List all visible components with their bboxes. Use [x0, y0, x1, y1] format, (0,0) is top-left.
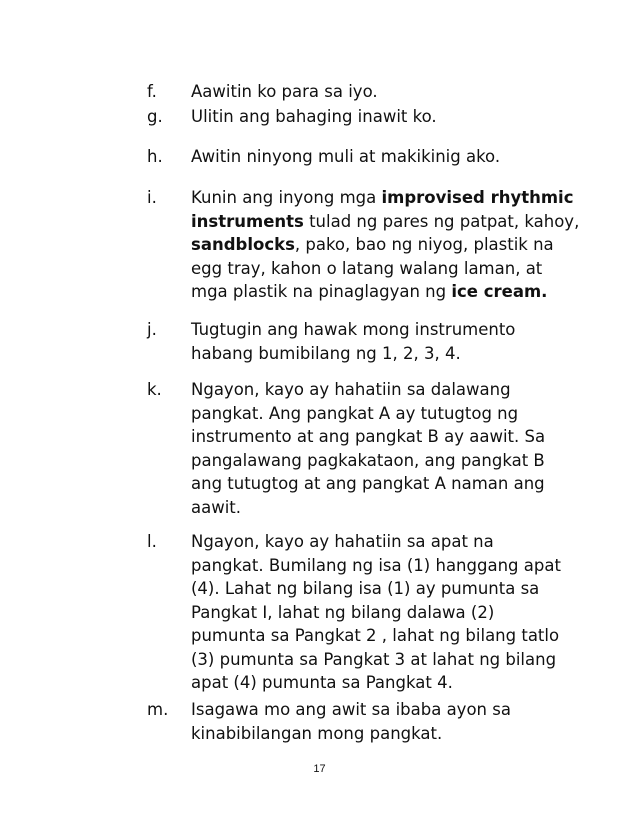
text-segment: Kunin ang inyong mga: [191, 188, 382, 207]
text-line: habang bumibilang ng 1, 2, 3, 4.: [191, 343, 461, 363]
item-text: [191, 318, 601, 365]
text-line: ang tutugtog at ang pangkat A naman ang: [191, 474, 545, 493]
item-letter: i.: [147, 188, 157, 207]
text-line: Awitin ninyong muli at makikinig ako.: [191, 147, 501, 166]
text-line: [191, 210, 601, 234]
text-line: instrumento at ang pangkat B ay aawit. Sa: [191, 427, 546, 446]
text-line: [191, 280, 601, 304]
text-line: Tugtugin ang hawak mong instrumento: [191, 320, 516, 339]
item-text: [191, 186, 601, 304]
item-text: [191, 145, 601, 169]
item-letter: h.: [147, 147, 163, 166]
item-letter: j.: [147, 320, 157, 339]
text-segment: , pako, bao ng niyog, plastik na: [294, 235, 554, 254]
text-line: (3) pumunta sa Pangkat 3 at lahat ng bilang: [191, 649, 557, 669]
text-line: egg tray, kahon o latang walang laman, at: [191, 258, 543, 278]
text-line: kinabibilangan mong pangkat.: [191, 723, 443, 743]
text-line: pangkat. Ang pangkat A ay tutugtog ng: [191, 403, 519, 423]
item-letter: l.: [147, 532, 157, 551]
text-line: Pangkat I, lahat ng bilang dalawa (2): [191, 602, 495, 622]
text-line: (4). Lahat ng bilang isa (1) ay pumunta sa: [191, 579, 540, 598]
item-text: [191, 530, 601, 695]
page-number: 17: [313, 763, 326, 775]
text-line: Ngayon, kayo ay hahatiin sa dalawang: [191, 380, 511, 399]
item-text: [191, 698, 601, 745]
bold-term: instruments: [191, 211, 304, 231]
item-text: [191, 378, 601, 519]
item-letter: m.: [147, 700, 169, 719]
item-text: [191, 105, 601, 129]
bold-term: improvised rhythmic: [381, 188, 574, 207]
text-line: [191, 233, 601, 257]
text-line: aawit.: [191, 497, 242, 517]
item-text: [191, 80, 601, 104]
text-line: pangalawang pagkakataon, ang pangkat B: [191, 450, 545, 470]
text-line: apat (4) pumunta sa Pangkat 4.: [191, 673, 453, 692]
item-letter: k.: [147, 380, 162, 399]
text-segment: mga plastik na pinaglagyan ng: [191, 282, 452, 301]
item-letter: g.: [147, 107, 163, 126]
text-line: pumunta sa Pangkat 2 , lahat ng bilang tatlo: [191, 626, 560, 645]
bold-term: ice cream.: [451, 282, 548, 301]
text-line: [191, 186, 601, 210]
text-line: Isagawa mo ang awit sa ibaba ayon sa: [191, 700, 511, 719]
text-line: Ulitin ang bahaging inawit ko.: [191, 107, 437, 126]
text-line: Aawitin ko para sa iyo.: [191, 82, 378, 101]
text-line: Ngayon, kayo ay hahatiin sa apat na: [191, 532, 494, 551]
item-letter: f.: [147, 82, 157, 101]
text-line: pangkat. Bumilang ng isa (1) hanggang apat: [191, 555, 561, 575]
text-segment: tulad ng pares ng patpat, kahoy,: [303, 211, 580, 231]
bold-term: sandblocks: [191, 235, 295, 254]
